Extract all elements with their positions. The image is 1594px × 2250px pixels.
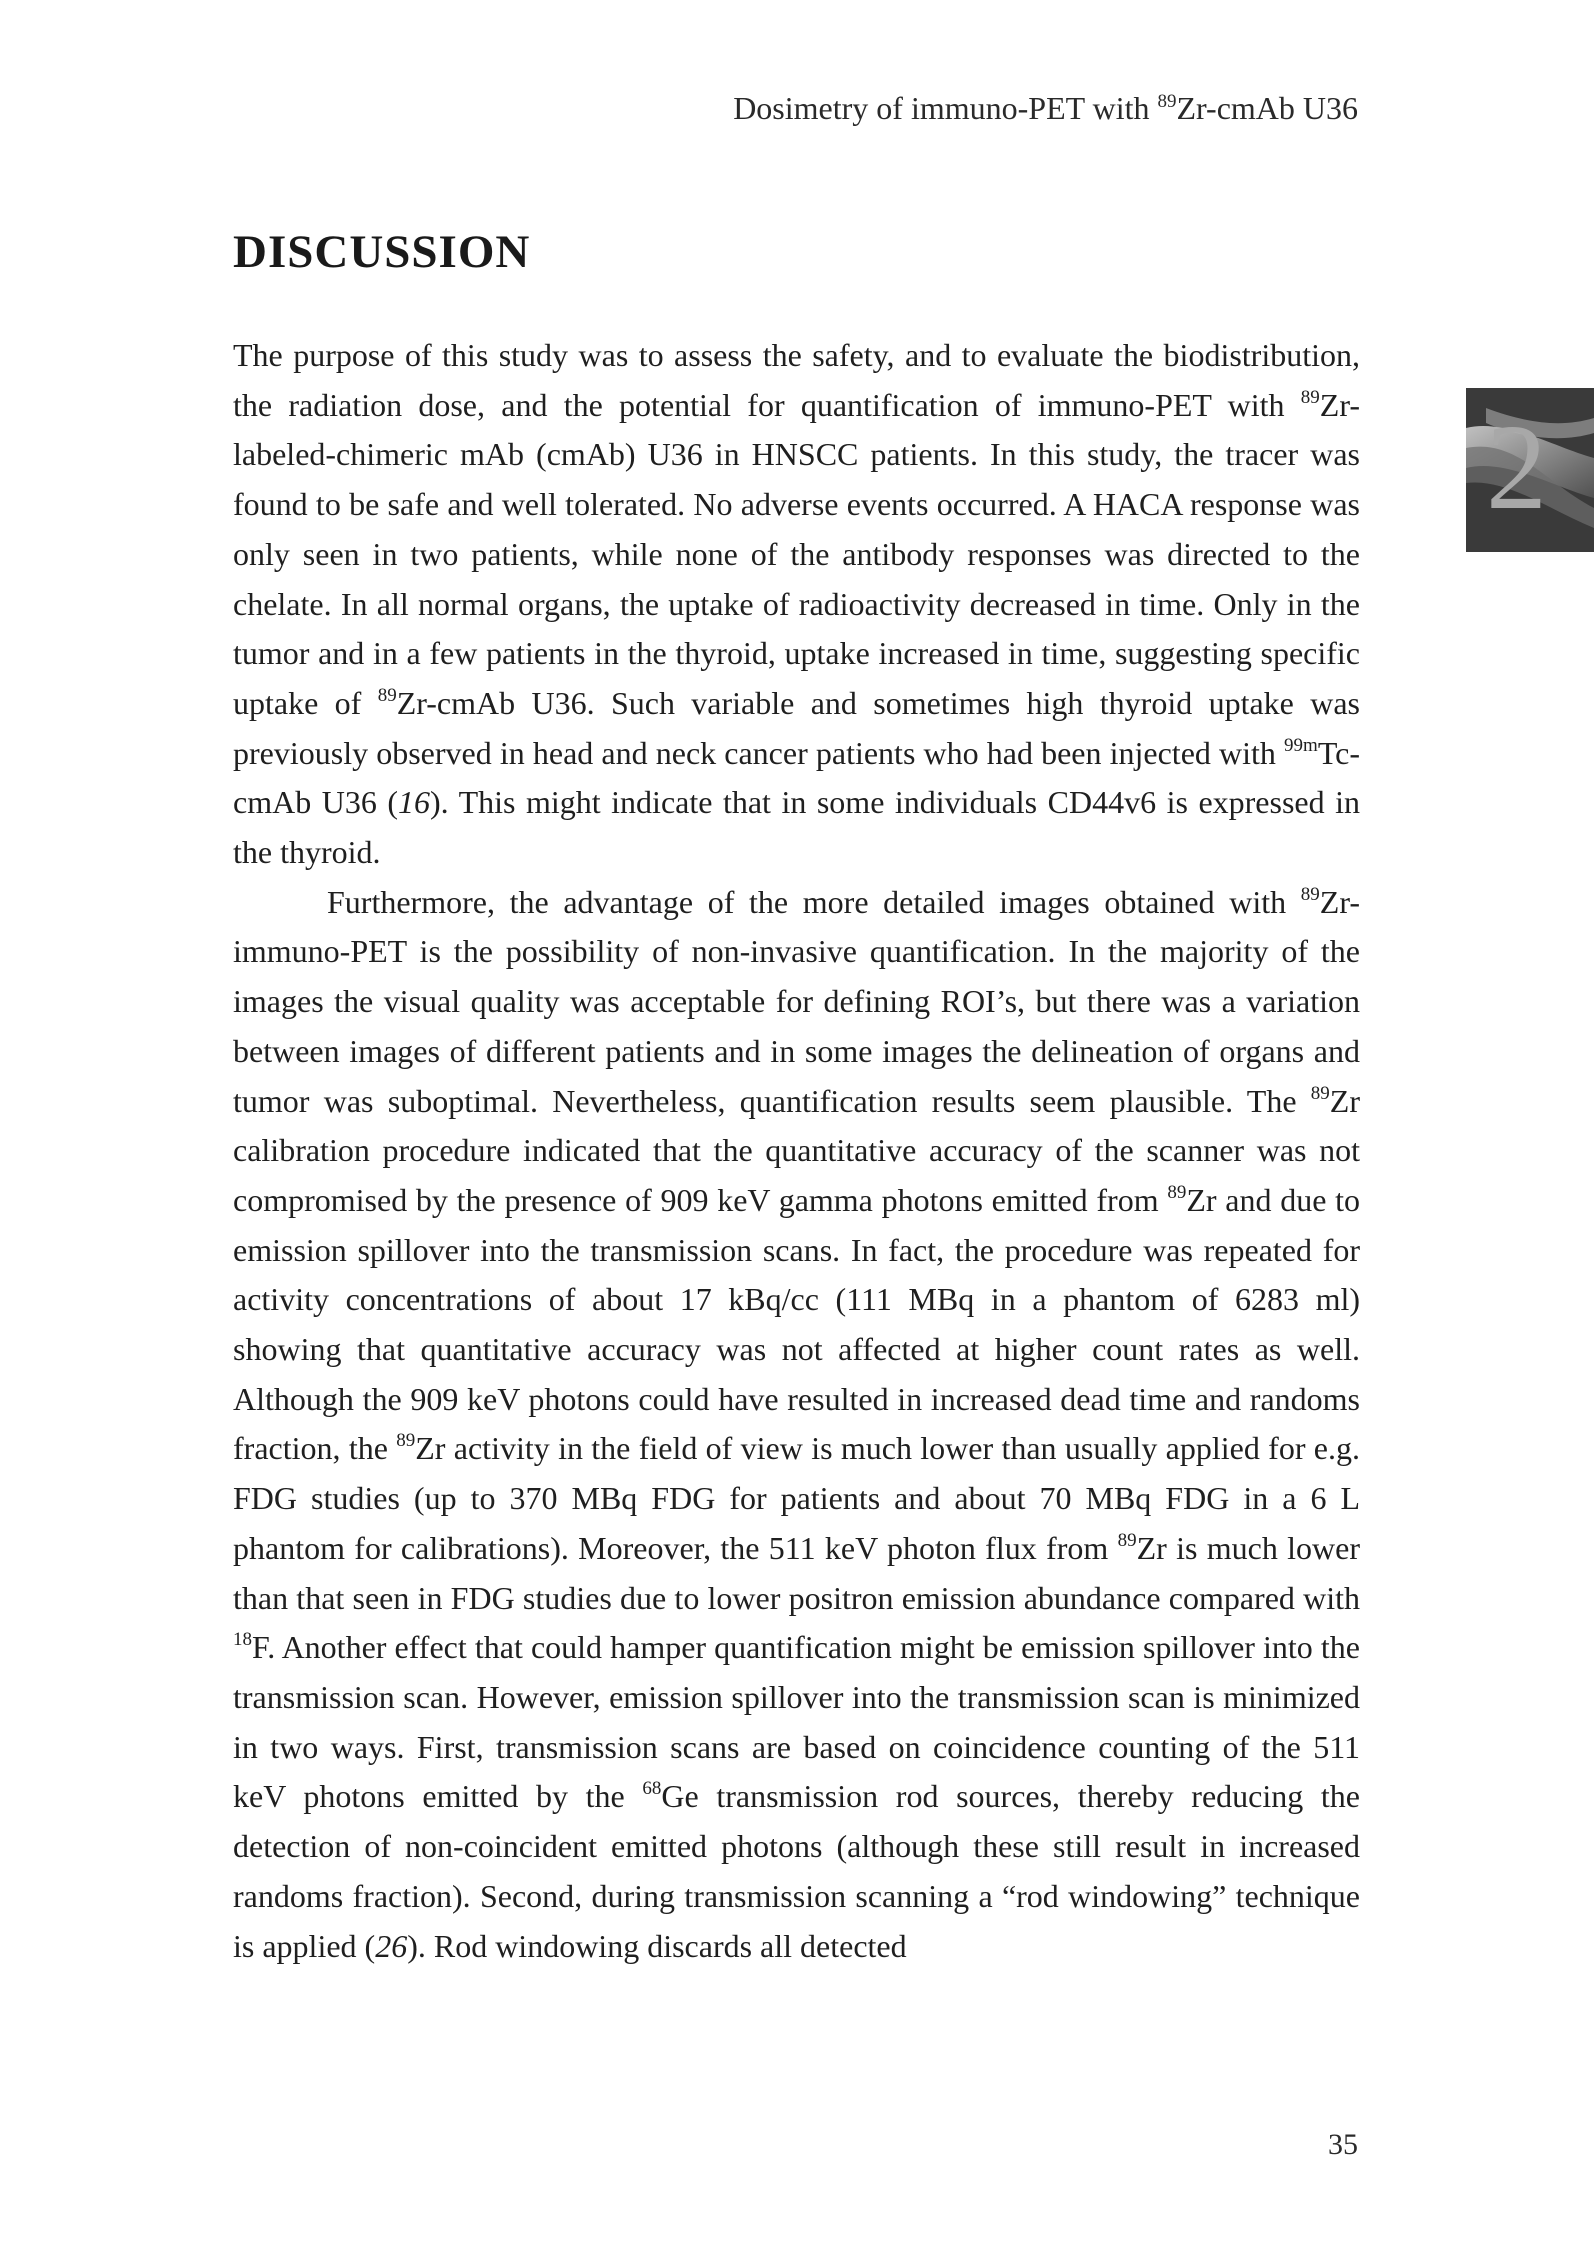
isotope-superscript: 18 — [233, 1629, 252, 1651]
isotope-superscript: 89 — [1310, 1082, 1330, 1104]
text-run: Tc-cmAb U36 ( — [233, 734, 1360, 821]
paragraph — [233, 331, 1360, 878]
isotope-superscript: 89 — [1300, 386, 1320, 408]
text-run: Zr-cmAb U36. Such variable and sometimes high thyroid uptake was previously observed in head and neck cancer patients who had been injected with — [233, 684, 1361, 771]
reference-citation: 16 — [398, 784, 430, 821]
paragraph — [233, 878, 1360, 1971]
isotope-superscript: 89 — [1117, 1529, 1137, 1551]
text-run: Zr-immuno-PET is the possibility of non-invasive quantification. In the majority of the images the visual quality was acceptable for defining ROI’s, but there was a variation between images of different patients and in some images the delineation of organs and tumor was suboptimal. Nevertheless, quantification results seem plausible. The — [233, 883, 1360, 1119]
text-run: F. Another effect that could hamper quantification might be emission spillover into the transmission scan. However, emission spillover into the transmission scan is minimized in two ways. First, transmission scans are based on coincidence counting of the 511 keV photons emitted by the — [233, 1629, 1360, 1815]
isotope-superscript: 89 — [1300, 883, 1320, 905]
isotope-superscript: 89 — [377, 684, 397, 706]
isotope-superscript: 99m — [1284, 734, 1318, 756]
text-run: Zr activity in the field of view is much lower than usually applied for e.g. FDG studies (up to 370 MBq FDG for patients and about 70 MBq FDG in a 6 L phantom for calibrations). Moreover, the 511 keV photon flux from — [233, 1430, 1361, 1566]
text-run: ). This might indicate that in some individuals CD44v6 is expressed in the thyroid. — [233, 784, 1361, 871]
isotope-superscript: 68 — [642, 1778, 662, 1800]
text-run: Furthermore, the advantage of the more detailed images obtained with — [327, 883, 1301, 920]
running-header-suffix: Zr-cmAb U36 — [1176, 90, 1358, 126]
running-header — [733, 88, 1358, 128]
isotope-superscript: 89 — [396, 1430, 416, 1452]
isotope-superscript: 89 — [1167, 1181, 1187, 1203]
text-run: Zr is much lower than that seen in FDG studies due to lower positron emission abundance compared with — [233, 1529, 1361, 1616]
text-run: Zr calibration procedure indicated that the quantitative accuracy of the scanner was not compromised by the presence of 909 keV gamma photons emitted from — [233, 1082, 1360, 1218]
text-run: Zr-labeled-chimeric mAb (cmAb) U36 in HNSCC patients. In this study, the tracer was found to be safe and well tolerated. No adverse events occurred. A HACA response was only seen in two patients, while none of the antibody responses was directed to the chelate. In all normal organs, the uptake of radioactivity decreased in time. Only in the tumor and in a few patients in the thyroid, uptake increased in time, suggesting specific uptake of — [233, 386, 1360, 721]
section-heading: DISCUSSION — [233, 226, 531, 278]
text-run: Ge transmission rod sources, thereby reducing the detection of non-coincident emitted photons (although these still result in increased randoms fraction). Second, during transmission scanning a “rod windowing” technique is applied ( — [233, 1778, 1361, 1964]
text-run: Zr and due to emission spillover into the transmission scans. In fact, the procedure was repeated for activity concentrations of about 17 kBq/cc (111 MBq in a phantom of 6283 ml) showing that quantitative accuracy was not affected at higher count rates as well. Although the 909 keV photons could have resulted in increased dead time and randoms fraction, the — [233, 1181, 1361, 1467]
running-header-superscript: 89 — [1157, 91, 1177, 112]
text-run: ). Rod windowing discards all detected — [407, 1927, 907, 1964]
page-number: 35 — [1328, 2128, 1358, 2161]
reference-citation: 26 — [375, 1927, 408, 1964]
body-text — [233, 331, 1360, 1971]
chapter-number: 2 — [1486, 400, 1547, 535]
text-run: The purpose of this study was to assess the safety, and to evaluate the biodistribution, the radiation dose, and the potential for quantification of immuno-PET with — [233, 337, 1360, 423]
chapter-tab — [1466, 388, 1594, 552]
running-header-prefix: Dosimetry of immuno-PET with — [733, 90, 1158, 126]
